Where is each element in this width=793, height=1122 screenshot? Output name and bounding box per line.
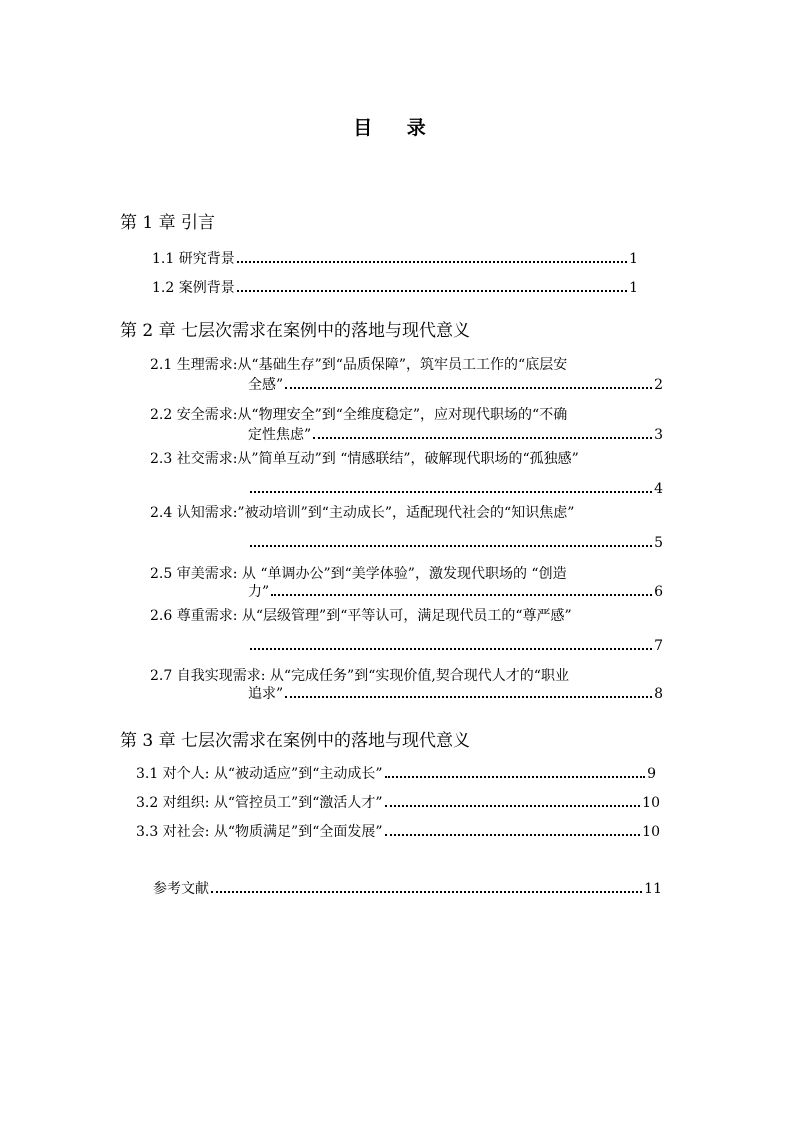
toc-entry-label-cont: 追求” bbox=[248, 686, 284, 702]
toc-page-number: 10 bbox=[642, 824, 660, 840]
toc-entry-label: 2.3 社交需求:从”简单互动”到 “情感联结”，破解现代职场的“孤独感” bbox=[150, 451, 579, 467]
toc-page-number: 11 bbox=[644, 881, 662, 897]
dot-leader bbox=[385, 804, 641, 807]
toc-entry-label: 2.7 自我实现需求: 从“完成任务”到“实现价值,契合现代人才的“职业 bbox=[150, 668, 569, 684]
dot-leader bbox=[250, 647, 652, 650]
toc-entry-1-2[interactable] bbox=[152, 278, 638, 298]
toc-page-number: 7 bbox=[654, 638, 663, 654]
toc-entry-2-2[interactable] bbox=[150, 405, 663, 445]
toc-entry-label: 参考文献 bbox=[153, 881, 209, 897]
dot-leader bbox=[271, 593, 652, 596]
toc-entry-3-1[interactable] bbox=[136, 764, 656, 784]
toc-page-number: 6 bbox=[654, 584, 663, 600]
toc-page-number: 2 bbox=[654, 377, 663, 393]
toc-entry-2-7[interactable] bbox=[150, 666, 663, 704]
toc-entry-label: 3.3 对社会: 从“物质满足”到“全面发展” bbox=[136, 824, 383, 840]
toc-entry-label: 2.1 生理需求:从“基础生存”到“品质保障”，筑牢员工工作的“底层安 bbox=[150, 357, 568, 373]
toc-entry-2-6[interactable] bbox=[150, 606, 663, 656]
toc-entry-1-1[interactable] bbox=[152, 249, 638, 269]
toc-page-number: 1 bbox=[629, 251, 638, 267]
toc-entry-2-1[interactable] bbox=[150, 355, 663, 395]
toc-entry-label: 2.6 尊重需求: 从“层级管理”到“平等认可，满足现代员工的“尊严感” bbox=[150, 608, 572, 624]
chapter-3-heading: 第 3 章 七层次需求在案例中的落地与现代意义 bbox=[120, 731, 471, 751]
toc-page-number: 10 bbox=[642, 795, 660, 811]
dot-leader bbox=[385, 775, 646, 778]
toc-entry-3-3[interactable] bbox=[136, 822, 660, 842]
toc-entry-label: 3.1 对个人: 从“被动适应”到“主动成长” bbox=[136, 766, 383, 782]
toc-entry-2-4[interactable] bbox=[150, 503, 663, 553]
toc-entry-label-cont: 全感” bbox=[248, 377, 284, 393]
toc-entry-3-2[interactable] bbox=[136, 793, 660, 813]
dot-leader bbox=[285, 695, 652, 698]
toc-page-number: 3 bbox=[654, 427, 663, 443]
toc-entry-label: 1.2 案例背景 bbox=[152, 280, 235, 296]
dot-leader bbox=[237, 289, 627, 292]
chapter-2-heading: 第 2 章 七层次需求在案例中的落地与现代意义 bbox=[120, 321, 471, 341]
dot-leader bbox=[237, 260, 627, 263]
dot-leader bbox=[285, 386, 652, 389]
toc-entry-label: 2.5 审美需求: 从 “单调办公”到“美学体验”，激发现代职场的 “创造 bbox=[150, 566, 567, 582]
dot-leader bbox=[250, 490, 652, 493]
toc-page-number: 8 bbox=[654, 686, 663, 702]
dot-leader bbox=[313, 436, 652, 439]
toc-entry-label: 3.2 对组织: 从“管控员工”到“激活人才” bbox=[136, 795, 383, 811]
toc-page-number: 5 bbox=[654, 535, 663, 551]
dot-leader bbox=[211, 890, 642, 893]
toc-page-number: 4 bbox=[654, 481, 663, 497]
toc-entry-label-cont: 力” bbox=[248, 584, 270, 600]
toc-entry-references[interactable] bbox=[153, 879, 662, 899]
toc-entry-label-cont: 定性焦虑” bbox=[248, 427, 312, 443]
toc-entry-2-5[interactable] bbox=[150, 564, 663, 602]
toc-page-number: 9 bbox=[647, 766, 656, 782]
toc-entry-label: 2.4 认知需求:”被动培训”到“主动成长”，适配现代社会的“知识焦虑” bbox=[150, 505, 575, 521]
toc-page-number: 1 bbox=[629, 280, 638, 296]
dot-leader bbox=[385, 833, 641, 836]
toc-entry-label: 2.2 安全需求:从“物理安全”到“全维度稳定”，应对现代职场的“不确 bbox=[150, 407, 568, 423]
chapter-1-heading: 第 1 章 引言 bbox=[120, 213, 216, 233]
toc-title: 目 录 bbox=[353, 117, 440, 139]
dot-leader bbox=[250, 544, 652, 547]
toc-entry-label: 1.1 研究背景 bbox=[152, 251, 235, 267]
toc-entry-2-3[interactable] bbox=[150, 449, 663, 499]
